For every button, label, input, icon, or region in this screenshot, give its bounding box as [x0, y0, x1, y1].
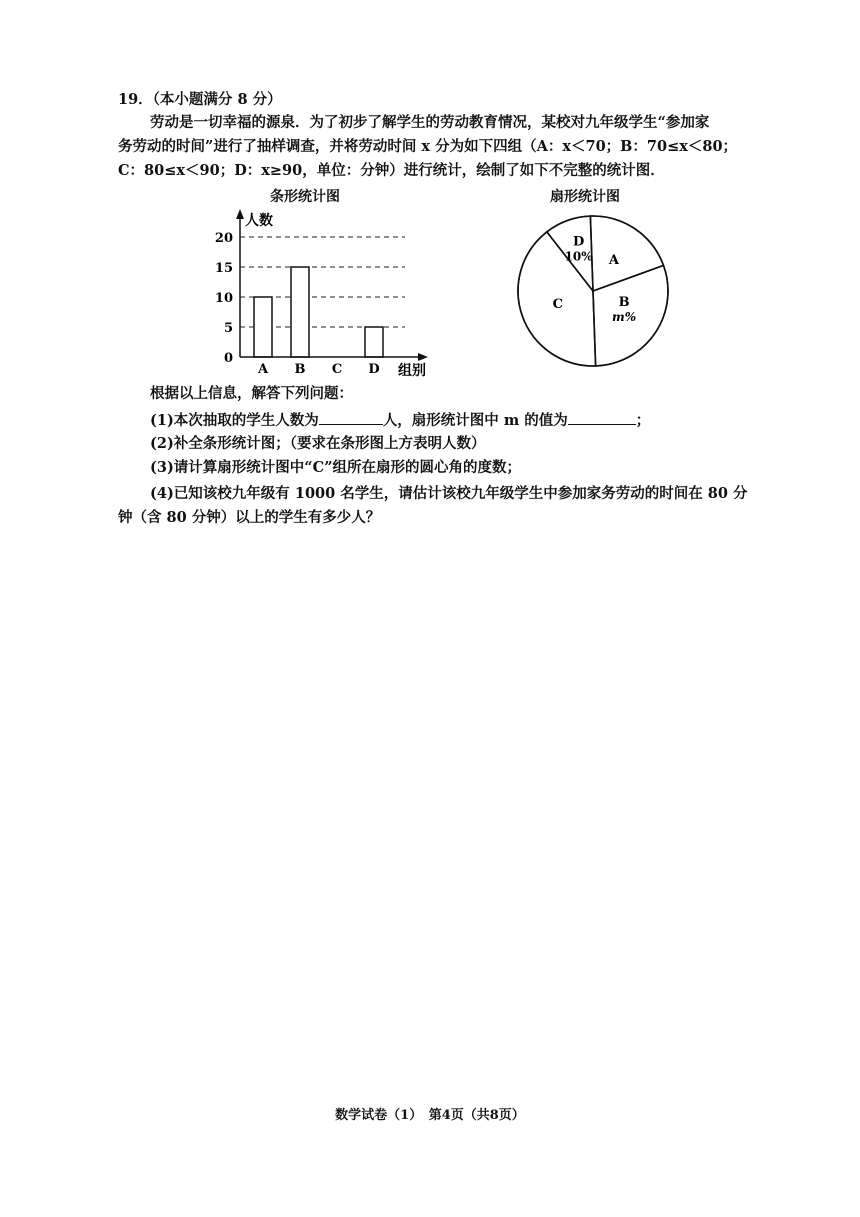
pie-value-label-d: 10%: [564, 249, 593, 264]
q1-text-a: (1)本次抽取的学生人数为: [150, 412, 319, 429]
question-header: 19．（本小题满分 8 分）: [118, 91, 282, 108]
bar-chart-title: 条形统计图: [270, 189, 340, 205]
x-tick-label: A: [257, 362, 269, 377]
bar-a: [254, 297, 272, 357]
y-axis-arrow: [236, 209, 244, 219]
answer-blank-1[interactable]: [319, 410, 383, 425]
pie-value-label-b: m%: [612, 309, 637, 324]
x-axis-label: 组别: [398, 363, 426, 379]
q1-text-c: ；: [635, 412, 651, 429]
prompt-text: 根据以上信息，解答下列问题：: [150, 385, 353, 402]
pie-chart-title: 扇形统计图: [550, 189, 620, 205]
y-tick-label: 15: [214, 261, 233, 276]
question-4-line-2: 钟（含 80 分钟）以上的学生有多少人？: [118, 509, 381, 526]
page-footer: 数学试卷（1） 第4页（共8页）: [335, 1108, 525, 1123]
question-1: [150, 410, 650, 431]
y-tick-label: 20: [214, 231, 233, 246]
intro-line-3: C：80≤x＜90；D：x≥90，单位：分钟）进行统计，绘制了如下不完整的统计图．: [118, 162, 665, 179]
bar-chart: [200, 205, 440, 380]
x-axis-arrow: [418, 353, 428, 361]
y-axis-label: 人数: [245, 213, 273, 229]
pie-label-a: A: [608, 252, 620, 268]
intro-line-2: 务劳动的时间”进行了抽样调查，并将劳动时间 x 分为如下四组（A：x＜70；B：70≤x＜80；: [118, 138, 738, 155]
y-tick-label: 0: [223, 351, 233, 366]
x-tick-label: C: [331, 362, 343, 377]
question-2: (2)补全条形统计图；（要求在条形图上方表明人数）: [150, 435, 486, 452]
x-tick-label: B: [294, 362, 306, 377]
answer-blank-2[interactable]: [568, 410, 636, 425]
bar-b: [291, 267, 309, 357]
pie-label-c: C: [552, 296, 563, 312]
q1-text-b: 人，扇形统计图中 m 的值为: [382, 412, 568, 429]
question-3: (3)请计算扇形统计图中“C”组所在扇形的圆心角的度数；: [150, 459, 522, 476]
pie-label-b: B: [618, 294, 630, 310]
y-tick-label: 10: [214, 291, 233, 306]
bar-d: [365, 327, 383, 357]
intro-line-1: 劳动是一切幸福的源泉．为了初步了解学生的劳动教育情况，某校对九年级学生“参加家: [150, 114, 710, 131]
question-4-line-1: (4)已知该校九年级有 1000 名学生，请估计该校九年级学生中参加家务劳动的时间在 80 分: [150, 485, 748, 502]
y-tick-label: 5: [223, 321, 233, 336]
pie-chart: [508, 206, 678, 376]
pie-label-d: D: [572, 234, 585, 250]
x-tick-label: D: [368, 362, 380, 377]
